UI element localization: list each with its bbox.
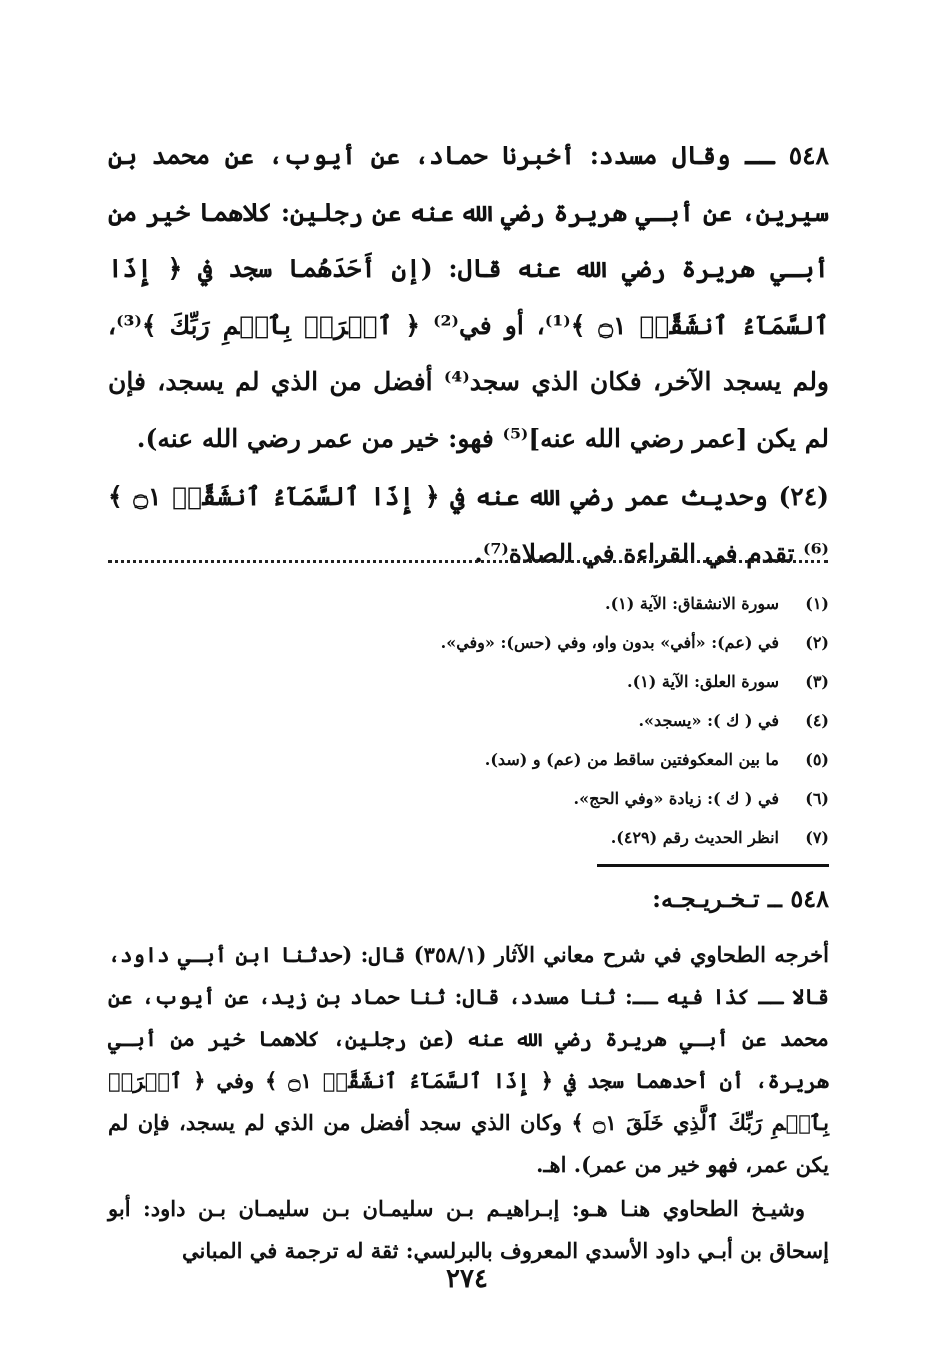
page-number: ٢٧٤: [446, 1264, 488, 1294]
footnote-text: انظر الحديث رقم (٤٢٩).: [610, 828, 779, 847]
footnote-item: [109, 740, 829, 779]
takhrij-paragraph: أخرجه الطحاوي في شرح معاني الآثار (٣٥٨/١) قال: (حدثنا ابن أبـي داود، قالا ــ كذا فيه ــ: ثنا مسدد، قال: ثنا حماد بن زيد، عن أيوب، عن محمد عن أبـي هريرة رضي الله عنه (عن رجلين، كلاهما خير من أبـي هريرة، أن أحدهما سجد في ﴿ إِذَا ٱلسَّمَآءُ ٱنشَقَّتۡ ۝١ ﴾ وفي ﴿ ٱقۡرَأۡ بِٱسۡمِ رَبِّكَ ٱلَّذِي خَلَقَ ۝١ ﴾ وكان الذي سجد أفضل من الذي لم يسجد، فإن لم يكن عمر، فهو خير من عمر). اهـ.: [108, 942, 829, 1177]
hadith-548-paragraph: ٥٤٨ ــ وقال مسدد: أخبرنا حماد، عن أيوب، عن محمد بن سيرين، عن أبـي هريرة رضي الله عنه عن رجلين: كلاهما خير من أبـي هريرة رضي الله عنه قال: (إن أَحَدَهُما سجد في ﴿ إِذَا ٱلسَّمَآءُ ٱنشَقَّتۡ ۝١ ﴾⁽¹⁾، أو في⁽²⁾ ﴿ ٱقۡرَأۡ بِٱسۡمِ رَبِّكَ ﴾⁽³⁾، ولم يسجد الآخر، فكان الذي سجد⁽⁴⁾ أفضل من الذي لم يسجد، فإن لم يكن [عمر رضي الله عنه]⁽⁵⁾ فهو: خير من عمر رضي الله عنه).: [108, 141, 830, 453]
footnote-text: في ( ك ): زيادة «وفي الحج».: [573, 789, 779, 808]
main-text: [108, 128, 829, 582]
footnote-item: [109, 584, 829, 623]
footnote-item: [109, 818, 829, 857]
footnote-number: (٤): [805, 711, 829, 730]
footnote-number: (٢): [805, 633, 829, 652]
footnotes-list: [109, 584, 829, 857]
footnote-separator-dots: [108, 560, 828, 567]
hadith-24-paragraph: (٢٤) وحديث عمر رضي الله عنه في ﴿ إِذَا ٱلسَّمَآءُ ٱنشَقَّتۡ ۝١ ﴾⁽⁶⁾ تقدم في القراءة في الصلاة⁽⁷⁾.: [108, 482, 829, 568]
footnote-text: سورة الانشقاق: الآية (١).: [605, 594, 779, 613]
footnote-number: (٥): [805, 750, 829, 769]
footnote-text: في ( ك ): «يسجد».: [638, 711, 779, 730]
footnote-item: [109, 662, 829, 701]
footnote-number: (٧): [805, 828, 829, 847]
footnote-item: [109, 701, 829, 740]
takhrij-heading: ٥٤٨ ــ تـخـريـجـه:: [652, 884, 829, 913]
takhrij-text: [108, 934, 829, 1272]
footnote-item: [109, 779, 829, 818]
footnote-text: ما بين المعكوفتين ساقط من (عم) و (سد).: [484, 750, 779, 769]
footnote-text: في (عم): «أفي» بدون واو، وفي (حس): «وفي».: [440, 633, 779, 652]
takhrij-paragraph-shaykh: وشيـخ الطحاوي هنـا هـو: إبـراهيـم بـن سليمـان بـن سليمـان بـن داود: أبو إسحاق بن أبـي داود الأسدي المعروف بالبرلسي: ثقة له ترجمة في المباني: [108, 1196, 829, 1263]
section-divider-rule: [597, 864, 829, 867]
footnote-number: (١): [805, 594, 829, 613]
footnote-item: [109, 623, 829, 662]
footnote-text: سورة العلق: الآية (١).: [627, 672, 779, 691]
footnote-number: (٣): [805, 672, 829, 691]
footnote-number: (٦): [805, 789, 829, 808]
